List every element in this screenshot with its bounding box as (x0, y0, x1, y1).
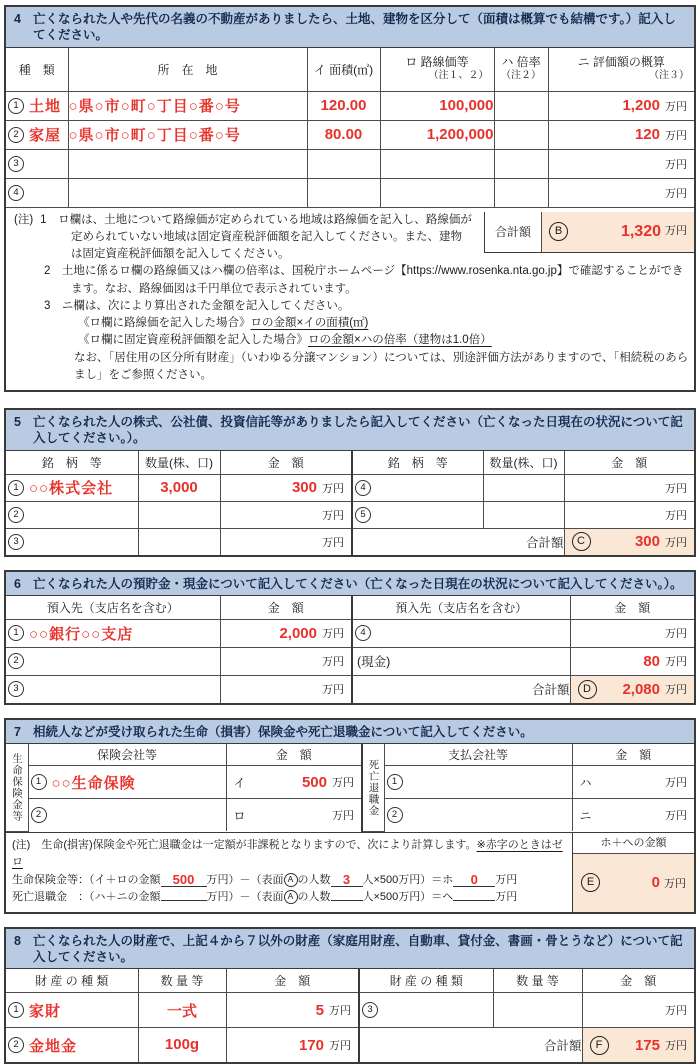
value-cell (548, 120, 694, 149)
col-header-name: 銘 柄 等 (6, 451, 138, 475)
insurer-cell (28, 799, 226, 832)
col-header-location: 所 在 地 (68, 48, 307, 92)
formula-text: 万円 (495, 891, 518, 904)
unit-label: 万円 (665, 777, 687, 789)
unit-label: 万円 (665, 225, 687, 238)
section-7-note-area (6, 832, 694, 912)
note-3: 3 ニ欄は、次により算出された金額を記入してください。 (44, 299, 350, 312)
note-text: 生命(損害)保険金や死亡退職金は一定額が非課税となりますので、次により計算します。 (41, 838, 477, 851)
rosenka-label: ロ 路線価等 (405, 55, 469, 70)
circled-number: 5 (355, 507, 371, 523)
note-text-underlined: ※赤字のときはゼロ (12, 838, 563, 869)
note-3b-prefix: 《ロ欄に固定資産税評価額を記入した場合》 (78, 334, 308, 347)
circled-number: 1 (31, 774, 47, 790)
note-3b (14, 332, 694, 349)
table-row (6, 178, 694, 207)
section-4-number: 4 (14, 12, 21, 26)
unit-label: 万円 (665, 509, 687, 522)
circled-number: 2 (8, 127, 24, 143)
section-8-other-assets (4, 927, 696, 1064)
circled-letter-d: D (578, 680, 597, 699)
section-4-real-estate (4, 5, 696, 392)
unit-label: 万円 (322, 536, 344, 549)
stock-name-cell (6, 474, 138, 501)
rate-cell (494, 149, 548, 178)
amount-value: 80 (643, 652, 660, 670)
section-6-title (6, 572, 694, 596)
col-header-value (548, 48, 694, 92)
circled-number: 3 (8, 156, 24, 172)
circled-letter-a: A (284, 890, 298, 904)
subtotal-e-value: 0 (651, 874, 660, 892)
unit-label: 万円 (665, 536, 687, 549)
col-header-area: イ 面積(㎡) (307, 48, 380, 92)
formula-text: （ハ＋ニの金額 (89, 891, 161, 904)
bank-cell (352, 619, 570, 647)
circled-letter-e: E (581, 873, 600, 892)
col-header-insurer: 保険会社等 (28, 744, 226, 766)
table-row (6, 993, 694, 1028)
col-header-qty: 数 量 等 (493, 969, 582, 993)
note-label: (注) (14, 213, 34, 226)
heir-count: 3 (331, 873, 363, 887)
section-7-number: 7 (14, 724, 21, 739)
rosenka-cell (380, 149, 494, 178)
amount-cell (220, 501, 352, 528)
rate-cell (494, 91, 548, 120)
qty-cell (483, 501, 564, 528)
qty-cell (138, 474, 220, 501)
amount-cell (220, 675, 352, 703)
col-header-name: 銘 柄 等 (352, 451, 483, 475)
payer-cell (384, 766, 572, 799)
cash-label-cell (352, 647, 570, 675)
type-cell (6, 91, 68, 120)
amount-cell (570, 647, 694, 675)
section-7-insurance (4, 718, 696, 914)
note-intro (12, 837, 566, 872)
rosenka-value: 100,000 (439, 96, 494, 114)
unit-label: 万円 (665, 628, 687, 641)
stock-name-cell (352, 474, 483, 501)
header-row (6, 451, 694, 475)
total-label-cell: 合計額 (352, 675, 570, 703)
rate-cell (494, 120, 548, 149)
unit-label: 万円 (665, 656, 687, 669)
amount-value: 300 (291, 479, 317, 496)
area-value: 80.00 (324, 125, 363, 143)
qty-value: 3,000 (160, 478, 198, 496)
circled-number: 3 (8, 534, 24, 550)
header-row (6, 969, 694, 993)
col-header-qty: 数量(株、口) (138, 451, 220, 475)
rosenka-cell (380, 178, 494, 207)
subtotal-e-cell (573, 854, 694, 912)
section-7-title (6, 720, 694, 744)
subtotal-d-value: 2,080 (622, 680, 660, 698)
amount-cell (220, 619, 352, 647)
value-amount: 120 (634, 126, 660, 143)
amount-cell (220, 528, 352, 555)
amount-cell (220, 647, 352, 675)
securities-table (6, 451, 694, 555)
value-cell (548, 178, 694, 207)
table-row (6, 1028, 694, 1063)
amount-prefix-ha: ハ (579, 775, 592, 790)
unit-label: 万円 (322, 509, 344, 522)
unit-label: 万円 (665, 482, 687, 495)
bank-cell (6, 675, 220, 703)
formula-text: 人×500万円）＝ヘ (362, 891, 454, 904)
formula-text: 万円）－（表面 (206, 891, 284, 904)
amount-value: 170 (298, 1036, 324, 1054)
unit-label: 万円 (329, 1005, 351, 1018)
circled-letter-a: A (284, 873, 298, 887)
section-6-number: 6 (14, 576, 21, 591)
col-header-rate (494, 48, 548, 92)
table-row (6, 799, 694, 832)
table-row (6, 619, 694, 647)
asset-kind: 家財 (29, 1002, 62, 1020)
heir-count (331, 900, 363, 901)
rate-note: （注２） (501, 70, 541, 82)
area-value: 120.00 (320, 96, 367, 114)
area-cell (307, 91, 380, 120)
col-header-payer: 支払会社等 (384, 744, 572, 766)
circled-number: 1 (8, 98, 24, 114)
section-5-number: 5 (14, 415, 21, 429)
qty-cell (493, 993, 582, 1028)
insurer-cell (28, 766, 226, 799)
table-row (6, 766, 694, 799)
section-5-title (6, 410, 694, 451)
subtotal-e-box (572, 833, 694, 912)
amount-cell (226, 766, 362, 799)
amount-cell (572, 799, 694, 832)
value-amount: 1,200 (622, 97, 660, 114)
amount-cell (582, 993, 694, 1028)
death-benefit-vertical-label: 死亡退職金 (362, 744, 384, 831)
unit-label: 万円 (329, 1040, 351, 1053)
value-note: （注３） (649, 70, 689, 82)
payer-cell (384, 799, 572, 832)
stock-name: ○○株式会社 (29, 480, 114, 497)
section-7-note (6, 833, 572, 912)
circled-number: 2 (387, 807, 403, 823)
other-assets-table (6, 969, 694, 1062)
location-value: ○県○市○町○丁目○番○号 (68, 127, 241, 144)
asset-type: 土地 (29, 98, 62, 115)
note-3a-formula: ロの金額×イの面積(㎡) (250, 317, 369, 329)
col-header-qty: 数 量 等 (138, 969, 226, 993)
amount-value: 5 (315, 1001, 324, 1019)
amount-value: 2,000 (279, 624, 317, 642)
col-header-amount: 金 額 (220, 451, 352, 475)
subtotal-label: 合計額 (485, 212, 542, 252)
insurer-name: ○○生命保険 (51, 774, 136, 792)
life-insurance-vertical-label: 生命保険金等 (6, 744, 28, 831)
unit-label: 万円 (664, 877, 686, 890)
header-row (6, 48, 694, 92)
qty-cell (138, 1028, 226, 1063)
value-cell (548, 149, 694, 178)
note-3b-formula: ロの金額×ハの倍率（建物は1.0倍） (308, 334, 492, 347)
subtotal-c-cell (564, 528, 694, 555)
circled-number: 2 (8, 1037, 24, 1053)
subtotal-b-box (484, 212, 694, 253)
col-header-kind: 財 産 の 種 類 (6, 969, 138, 993)
amount-cell (226, 799, 362, 832)
unit-label: 万円 (332, 810, 354, 822)
unit-label: 万円 (322, 656, 344, 669)
total-label-cell: 合計額 (359, 1028, 582, 1063)
subtotal-c-value: 300 (634, 533, 660, 550)
subtotal-e-header: ホ＋ヘの金額 (573, 833, 694, 854)
section-6-deposits (4, 570, 696, 705)
deposits-table (6, 596, 694, 703)
circled-number: 3 (362, 1002, 378, 1018)
rosenka-note: （注１、２） (428, 70, 489, 82)
formula-result (453, 900, 495, 901)
section-4-notes (6, 207, 694, 391)
col-header-amount: 金 額 (572, 744, 694, 766)
table-row (6, 501, 694, 528)
col-header-qty: 数量(株、口) (483, 451, 564, 475)
note-3c: なお、「居住用の区分所有財産」（いわゆる分譲マンション）については、別途評価方法がありますので、「相続税のあらまし」をご参照ください。 (74, 351, 689, 381)
note-1-text: 1 ロ欄は、土地について路線価が定められている地域は路線価を記入し、路線価が定められていない地域は固定資産税評価額を記入してください。また、建物は固定資産税評価額を記入してください。 (40, 213, 472, 260)
real-estate-table (6, 48, 694, 207)
subtotal-f-cell (582, 1028, 694, 1063)
rate-label: ハ 倍率 (501, 55, 541, 70)
death-benefit-formula (12, 889, 566, 907)
unit-label: 万円 (665, 100, 687, 113)
circled-number: 4 (8, 185, 24, 201)
qty-cell (483, 474, 564, 501)
amount-cell (572, 766, 694, 799)
life-insurance-formula (12, 872, 566, 890)
kind-cell (6, 1028, 138, 1063)
formula-text: （イ＋ロの金額 (89, 873, 161, 886)
section-6-title-text: 亡くなられた人の預貯金・現金について記入してください（亡くなった日現在の状況について記入してください。）。 (32, 576, 683, 591)
stock-name-cell (6, 501, 138, 528)
circled-letter-b: B (549, 222, 568, 241)
table-row (6, 528, 694, 555)
amount-value: 500 (301, 773, 327, 791)
note-label: (注) (12, 838, 31, 851)
col-header-amount: 金 額 (564, 451, 694, 475)
col-header-amount: 金 額 (226, 969, 359, 993)
section-4-title (6, 7, 694, 48)
qty-value: 100g (164, 1036, 200, 1054)
header-row (6, 596, 694, 620)
unit-label: 万円 (665, 1040, 687, 1053)
area-cell (307, 120, 380, 149)
circled-number: 2 (31, 807, 47, 823)
header-row (6, 744, 694, 766)
bank-cell (6, 647, 220, 675)
circled-number: 1 (8, 625, 24, 641)
section-5-securities (4, 408, 696, 557)
note-2: 2 土地に係るロ欄の路線価又はハ欄の倍率は、国税庁ホームページ【https://www.rosenka.nta.go.jp】で確認することができます。なお、路線価図は千円単位で表示されています。 (44, 265, 684, 295)
rate-cell (494, 178, 548, 207)
formula-result: 0 (453, 873, 495, 887)
amount-cell (220, 474, 352, 501)
location-value: ○県○市○町○丁目○番○号 (68, 98, 241, 115)
table-row (6, 474, 694, 501)
area-cell (307, 178, 380, 207)
asset-kind: 金地金 (29, 1037, 78, 1055)
circled-number: 1 (8, 480, 24, 496)
qty-cell (138, 501, 220, 528)
col-header-bank: 預入先（支店名を含む） (352, 596, 570, 620)
unit-label: 万円 (665, 187, 687, 200)
col-header-amount: 金 額 (220, 596, 352, 620)
location-cell (68, 178, 307, 207)
total-label-cell: 合計額 (352, 528, 564, 555)
table-row (6, 675, 694, 703)
qty-cell (138, 993, 226, 1028)
unit-label: 万円 (665, 684, 687, 697)
circled-number: 2 (8, 653, 24, 669)
col-header-kind: 財 産 の 種 類 (359, 969, 493, 993)
qty-cell (138, 528, 220, 555)
circled-number: 4 (355, 480, 371, 496)
formula-text: 人×500万円）＝ホ (362, 873, 454, 886)
formula-text: の人数 (297, 873, 331, 886)
location-cell (68, 149, 307, 178)
qty-value: 一式 (166, 1002, 197, 1020)
section-8-title (6, 929, 694, 970)
col-header-bank: 預入先（支店名を含む） (6, 596, 220, 620)
note-3a (14, 315, 694, 332)
amount-cell (564, 501, 694, 528)
amount-cell (564, 474, 694, 501)
amount-cell (226, 1028, 359, 1063)
location-cell (68, 120, 307, 149)
section-4-title-text: 亡くなられた人や先代の名義の不動産がありましたら、土地、建物を区分して（面積は概算でも結構です。）記入してください。 (32, 12, 676, 43)
formula-amount: 500 (161, 873, 207, 887)
section-7-title-text: 相続人などが受け取られた生命（損害）保険金や死亡退職金について記入してください。 (32, 724, 533, 739)
amount-prefix-ni: ニ (579, 808, 592, 823)
unit-label: 万円 (322, 684, 344, 697)
rosenka-cell (380, 91, 494, 120)
section-8-title-text: 亡くなられた人の財産で、上記４から７以外の財産（家庭用財産、自動車、貸付金、書画・骨とうなど）について記入してください。 (32, 933, 683, 965)
circled-letter-c: C (572, 532, 591, 551)
circled-letter-f: F (590, 1036, 609, 1055)
amount-prefix-i: イ (233, 775, 246, 790)
stock-name-cell (6, 528, 138, 555)
formula-text: 万円 (495, 873, 518, 886)
table-row (6, 91, 694, 120)
rosenka-cell (380, 120, 494, 149)
kind-cell (359, 993, 493, 1028)
rosenka-value: 1,200,000 (426, 125, 494, 143)
unit-label: 万円 (332, 777, 354, 789)
col-header-rosenka (380, 48, 494, 92)
subtotal-b-value: 1,320 (620, 222, 661, 240)
col-header-amount: 金 額 (226, 744, 362, 766)
cash-label: (現金) (357, 654, 391, 669)
amount-cell (226, 993, 359, 1028)
note-3a-prefix: 《ロ欄に路線価を記入した場合》 (78, 317, 251, 329)
kind-cell (6, 993, 138, 1028)
unit-label: 万円 (665, 158, 687, 171)
bank-cell (6, 619, 220, 647)
location-cell (68, 91, 307, 120)
circled-number: 4 (355, 625, 371, 641)
unit-label: 万円 (665, 1005, 687, 1018)
table-row (6, 647, 694, 675)
unit-label: 万円 (322, 628, 344, 641)
formula-text: の人数 (297, 891, 331, 904)
unit-label: 万円 (322, 482, 344, 495)
amount-cell (570, 619, 694, 647)
table-row (6, 120, 694, 149)
subtotal-b-cell (542, 212, 694, 252)
amount-prefix-ro: ロ (233, 808, 246, 823)
section-8-number: 8 (14, 933, 21, 948)
insurance-table (6, 744, 694, 832)
formula-text: 万円）－（表面 (206, 873, 284, 886)
value-label: ニ 評価額の概算 (577, 55, 665, 70)
col-header-amount: 金 額 (570, 596, 694, 620)
unit-label: 万円 (665, 129, 687, 142)
formula-amount (161, 900, 207, 901)
subtotal-f-value: 175 (634, 1036, 660, 1054)
subtotal-d-cell (570, 675, 694, 703)
type-cell (6, 149, 68, 178)
type-cell (6, 178, 68, 207)
circled-number: 2 (8, 507, 24, 523)
table-row (6, 149, 694, 178)
stock-name-cell (352, 501, 483, 528)
col-header-amount: 金 額 (582, 969, 694, 993)
section-5-title-text: 亡くなられた人の株式、公社債、投資信託等がありましたら記入してください（亡くなった日現在の状況について記入してください。）。 (32, 415, 683, 446)
bank-name: ○○銀行○○支店 (29, 625, 134, 643)
circled-number: 1 (387, 774, 403, 790)
formula-label: 死亡退職金 ： (12, 891, 89, 904)
circled-number: 1 (8, 1002, 24, 1018)
type-cell (6, 120, 68, 149)
asset-type: 家屋 (29, 127, 62, 144)
circled-number: 3 (8, 681, 24, 697)
formula-label: 生命保険金等： (12, 873, 89, 886)
area-cell (307, 149, 380, 178)
value-cell (548, 91, 694, 120)
unit-label: 万円 (665, 810, 687, 822)
col-header-type: 種 類 (6, 48, 68, 92)
